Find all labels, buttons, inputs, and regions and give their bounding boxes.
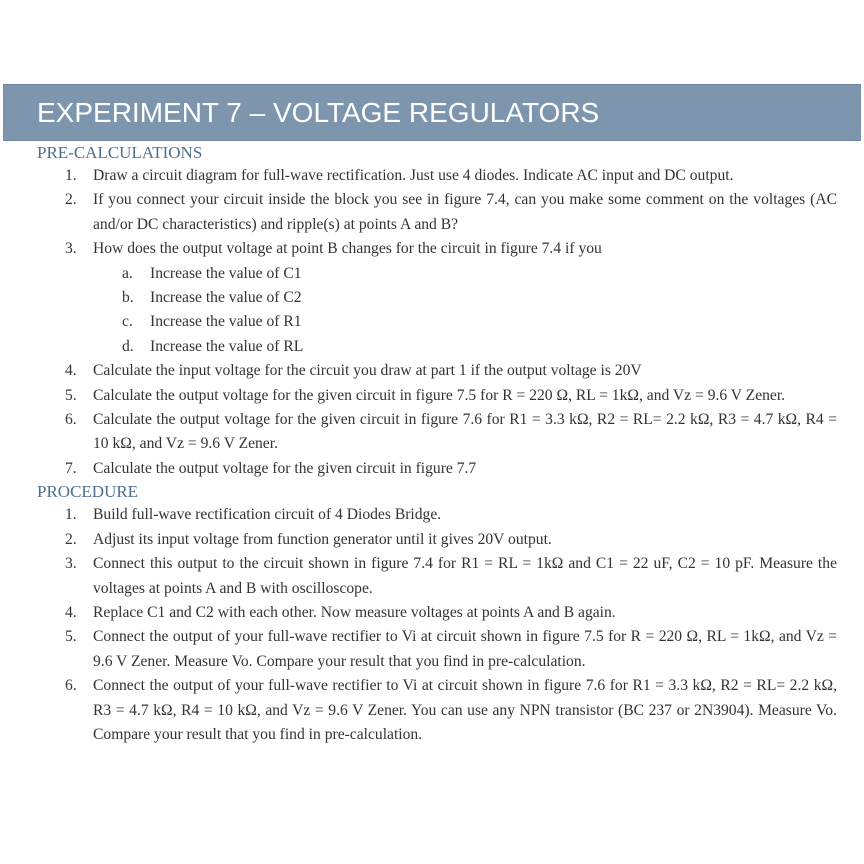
sub-item-letter: d. bbox=[122, 337, 134, 355]
procedure-list bbox=[37, 503, 837, 747]
precalc-list bbox=[37, 164, 837, 481]
sub-list-item bbox=[37, 310, 837, 334]
list-item bbox=[37, 552, 837, 601]
item-number: 6. bbox=[65, 677, 77, 695]
sub-item-text: Increase the value of R1 bbox=[150, 313, 302, 331]
list-item bbox=[37, 503, 837, 527]
list-item bbox=[37, 237, 837, 359]
item-number: 1. bbox=[65, 167, 77, 184]
precalc-heading: PRE-CALCULATIONS bbox=[37, 143, 203, 162]
sub-item-text: Increase the value of C1 bbox=[150, 264, 302, 282]
item-text: Connect the output of your full-wave rectifier to Vi at circuit shown in figure 7.5 for R = 220 Ω, RL = 1kΩ, and Vz = 9.6 V Zener. Measure Vo. Compare your result that you find in pre-calculation. bbox=[93, 628, 837, 670]
sub-list-item bbox=[37, 335, 837, 359]
sub-list-item bbox=[37, 262, 837, 286]
item-number: 7. bbox=[65, 459, 77, 477]
list-item bbox=[37, 528, 837, 552]
item-number: 3. bbox=[65, 240, 77, 258]
item-number: 6. bbox=[65, 411, 77, 429]
sub-item-letter: a. bbox=[122, 264, 133, 282]
item-number: 5. bbox=[65, 386, 77, 404]
sub-item-text: Increase the value of C2 bbox=[150, 289, 302, 307]
sub-item-letter: c. bbox=[122, 313, 133, 331]
sub-item-text: Increase the value of RL bbox=[150, 337, 304, 355]
item-text: Build full-wave rectification circuit of 4 Diodes Bridge. bbox=[93, 506, 442, 524]
sub-list bbox=[93, 262, 837, 360]
sub-list-item bbox=[37, 286, 837, 310]
item-text: Connect the output of your full-wave rectifier to Vi at circuit shown in figure 7.6 for R1 = 3.3 kΩ, R2 = RL= 2.2 kΩ, R3 = 4.7 kΩ, R4 = 10 kΩ, and Vz = 9.6 V Zener. You can use any NPN transistor (BC 237 or 2N3904). Measure Vo. Compare your result that you find in pre-calculation. bbox=[93, 677, 837, 743]
document-body bbox=[37, 142, 837, 747]
sub-item-letter: b. bbox=[122, 289, 134, 307]
item-number: 3. bbox=[65, 555, 77, 573]
item-text: If you connect your circuit inside the block you see in figure 7.4, can you make some comment on the voltages (AC and/or DC characteristics) and ripple(s) at points A and B? bbox=[93, 191, 837, 233]
item-number: 2. bbox=[65, 191, 77, 209]
list-item bbox=[37, 601, 837, 625]
title-bar bbox=[3, 84, 861, 141]
procedure-heading: PROCEDURE bbox=[37, 482, 139, 502]
item-number: 2. bbox=[65, 530, 77, 548]
item-text: Calculate the output voltage for the given circuit in figure 7.5 for R = 220 Ω, RL = 1kΩ, and Vz = 9.6 V Zener. bbox=[93, 386, 786, 404]
item-text: Draw a circuit diagram for full-wave rectification. Just use 4 diodes. Indicate AC input and DC output. bbox=[93, 167, 734, 184]
item-text: Connect this output to the circuit shown in figure 7.4 for R1 = RL = 1kΩ and C1 = 22 uF, C2 = 10 pF. Measure the voltages at points A and B with oscilloscope. bbox=[93, 555, 837, 597]
list-item bbox=[37, 674, 837, 747]
item-number: 5. bbox=[65, 628, 77, 646]
list-item bbox=[37, 384, 837, 408]
item-text: Replace C1 and C2 with each other. Now measure voltages at points A and B again. bbox=[93, 603, 616, 621]
list-item bbox=[37, 164, 837, 188]
list-item bbox=[37, 359, 837, 383]
list-item bbox=[37, 625, 837, 674]
item-text: Calculate the output voltage for the given circuit in figure 7.6 for R1 = 3.3 kΩ, R2 = RL= 2.2 kΩ, R3 = 4.7 kΩ, R4 = 10 kΩ, and Vz = 9.6 V Zener. bbox=[93, 411, 837, 453]
item-text: Calculate the input voltage for the circuit you draw at part 1 if the output voltage is 20V bbox=[93, 362, 642, 380]
item-number: 4. bbox=[65, 362, 77, 380]
page-title: EXPERIMENT 7 – VOLTAGE REGULATORS bbox=[37, 97, 600, 128]
list-item bbox=[37, 188, 837, 237]
item-number: 4. bbox=[65, 603, 77, 621]
item-text: Adjust its input voltage from function generator until it gives 20V output. bbox=[93, 530, 552, 548]
list-item bbox=[37, 408, 837, 457]
item-text: Calculate the output voltage for the given circuit in figure 7.7 bbox=[93, 459, 477, 477]
item-text: How does the output voltage at point B changes for the circuit in figure 7.4 if you bbox=[93, 240, 602, 258]
item-number: 1. bbox=[65, 506, 77, 524]
list-item bbox=[37, 457, 837, 481]
